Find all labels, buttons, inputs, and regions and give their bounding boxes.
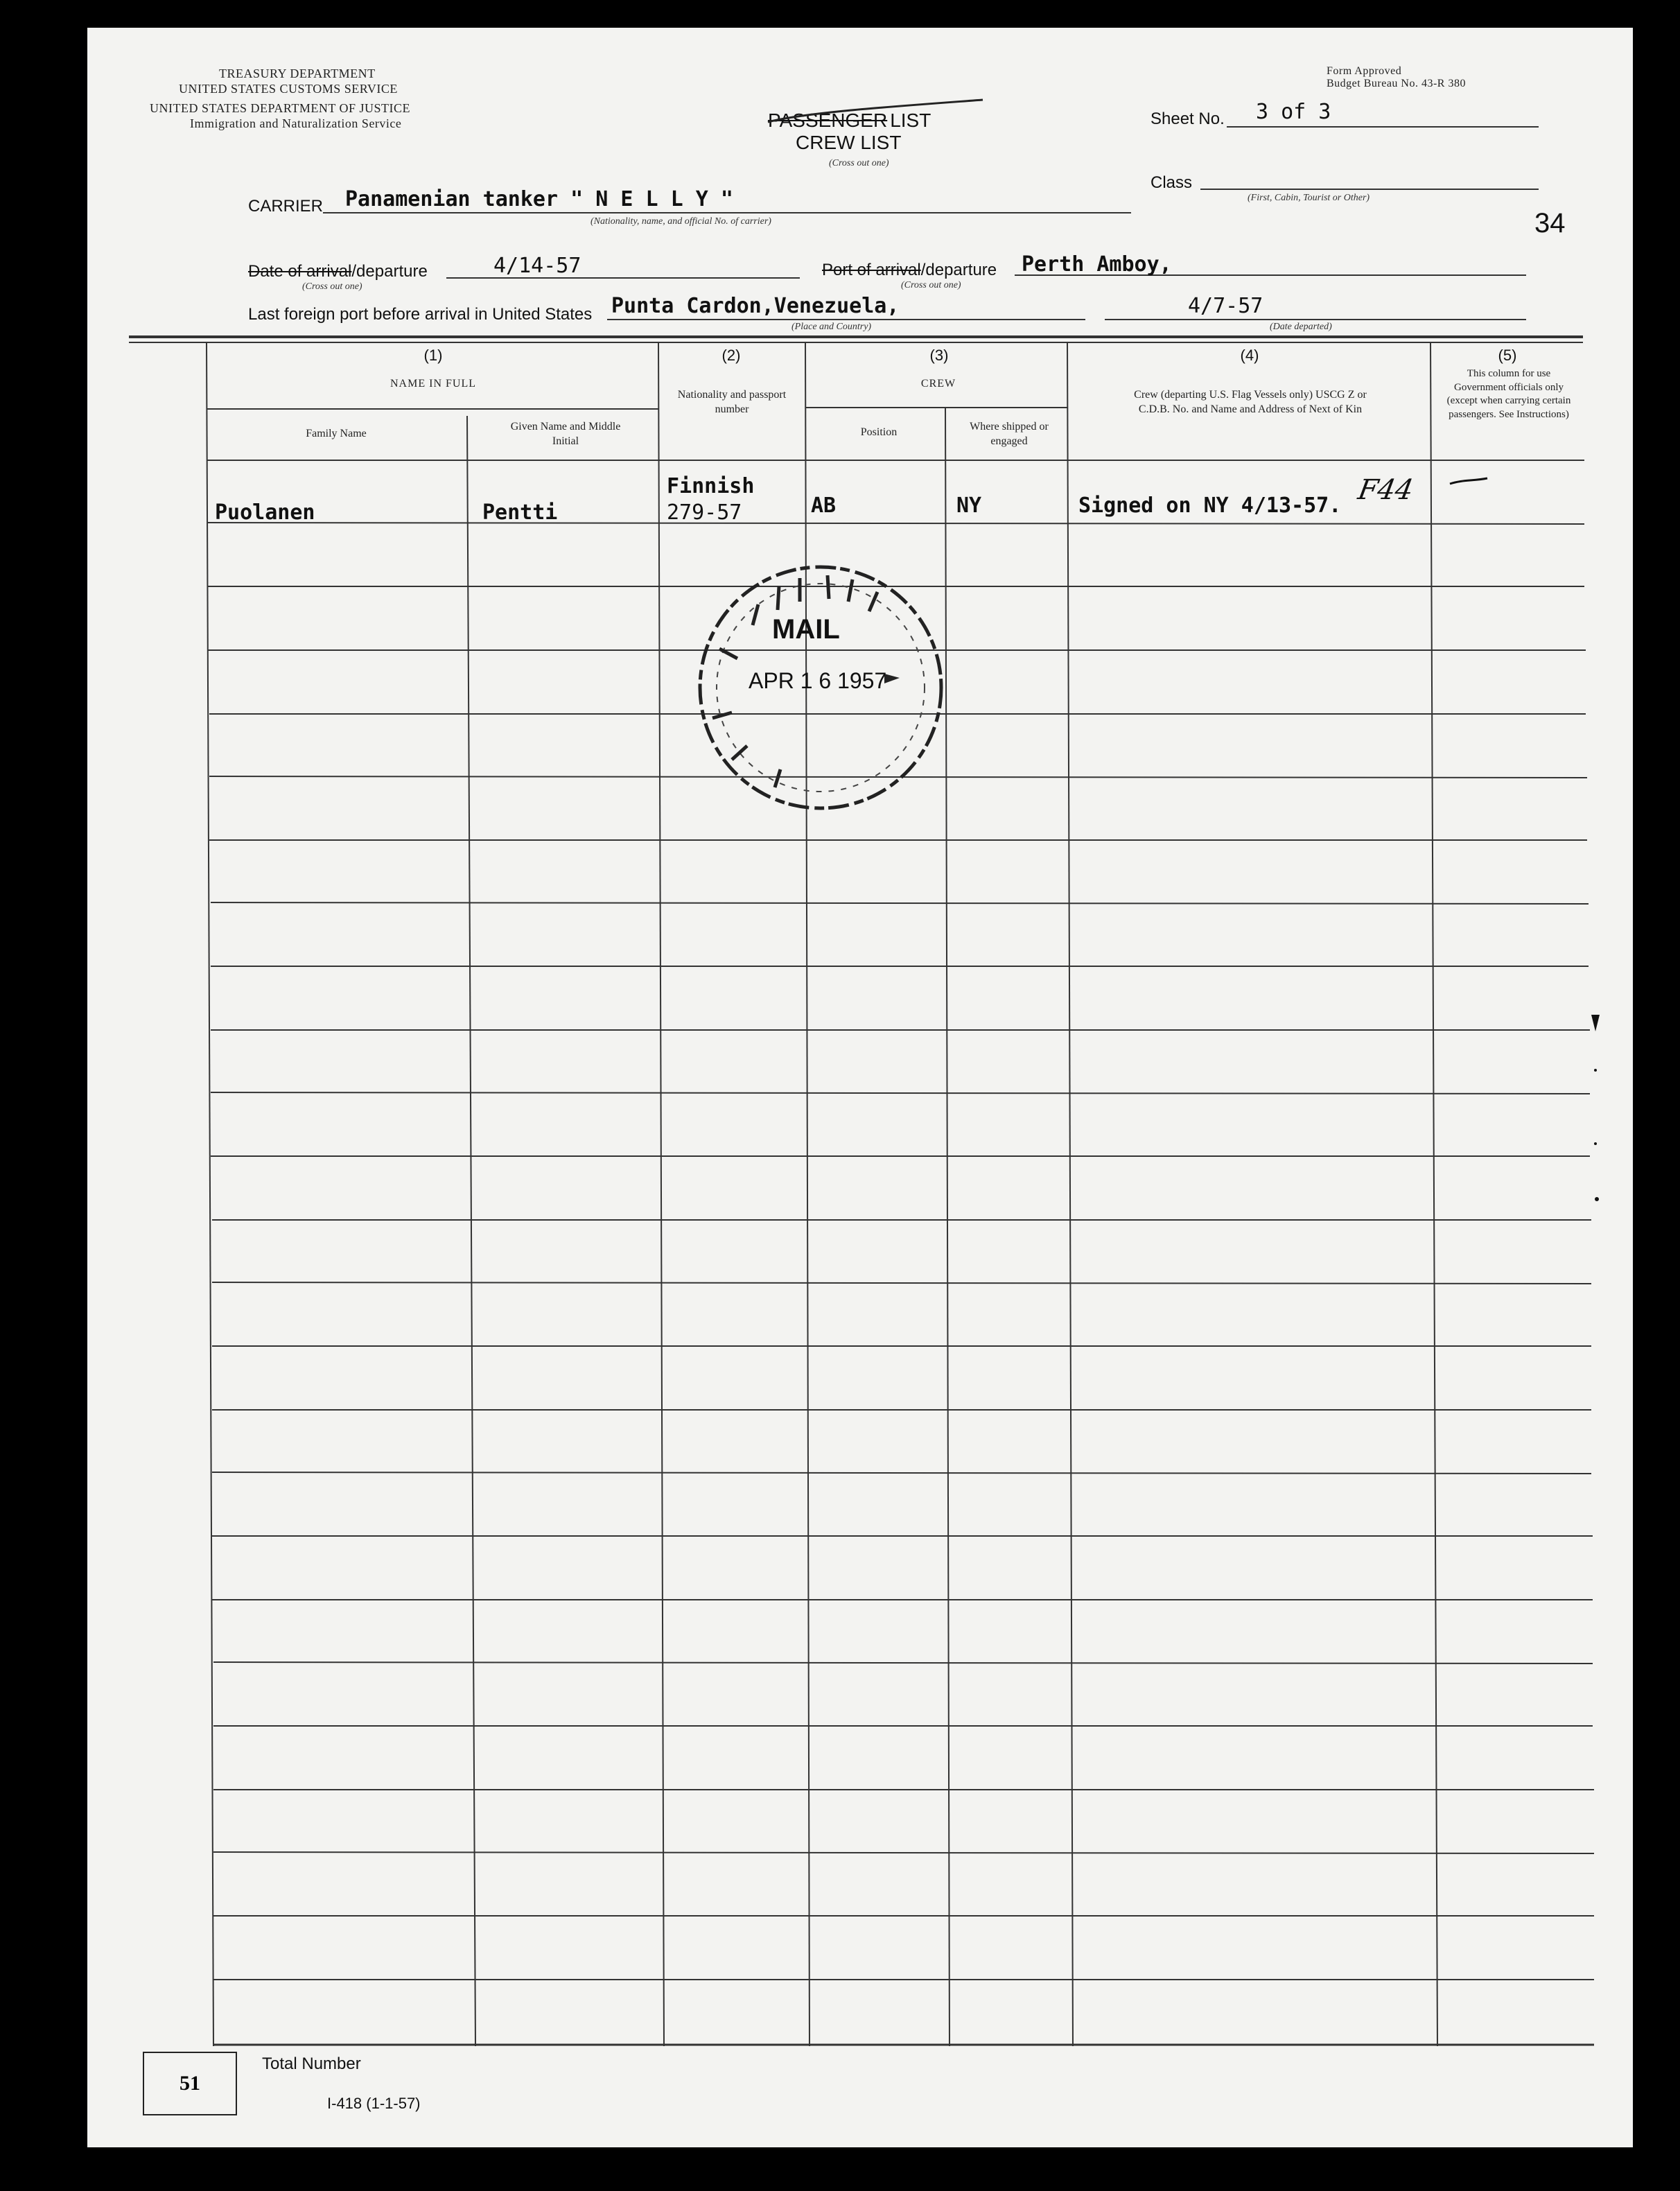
date-caption: (Cross out one) (302, 281, 362, 292)
customs-service-label: UNITED STATES CUSTOMS SERVICE (179, 82, 398, 96)
port-struck-text: Port of arrival (822, 261, 921, 279)
margin-marks (1587, 1008, 1608, 1216)
row1-family-name: Puolanen (215, 500, 315, 525)
annotation-tail-stroke (1449, 475, 1490, 489)
row1-passport: 279-57 (667, 500, 742, 525)
col1-number: (1) (423, 347, 443, 364)
date-departure-text: /departure (351, 262, 428, 281)
total-number-box: 51 (143, 2052, 237, 2115)
postmark-mail-text: MAIL (772, 614, 840, 645)
form-id-label: I-418 (1-1-57) (327, 2095, 421, 2112)
justice-dept-label: UNITED STATES DEPARTMENT OF JUSTICE (150, 101, 411, 115)
row1-shipped: NY (956, 494, 982, 518)
ins-label: Immigration and Naturalization Service (190, 116, 402, 130)
col2-number: (2) (721, 347, 741, 364)
last-port-caption: (Place and Country) (791, 322, 872, 332)
col1a-family-name: Family Name (306, 428, 367, 439)
carrier-caption: (Nationality, name, and official No. of carrier) (590, 216, 771, 227)
port-value: Perth Amboy, (1022, 252, 1172, 277)
departed-value: 4/7-57 (1188, 294, 1263, 318)
carrier-label: CARRIER (248, 197, 324, 216)
col1b-given-name: Given Name and Middle Initial (510, 421, 621, 447)
last-port-label: Last foreign port before arrival in United States (248, 305, 593, 324)
port-departure-text: /departure (920, 261, 997, 279)
col4-number: (4) (1240, 347, 1259, 364)
row1-position: AB (811, 494, 837, 518)
budget-bureau-label: Budget Bureau No. 43-R 380 (1327, 78, 1466, 89)
form-approved-label: Form Approved (1327, 65, 1402, 77)
col5-number: (5) (1498, 347, 1517, 364)
last-port-value: Punta Cardon,Venezuela, (611, 294, 900, 318)
col1-title: NAME IN FULL (390, 378, 476, 390)
row1-next-of-kin: Signed on NY 4/13-57. (1078, 494, 1342, 518)
col3-number: (3) (929, 347, 949, 364)
col3a-position: Position (860, 426, 898, 438)
col3-title: CREW (920, 378, 956, 390)
title-passenger-struck: PASSENGER (768, 110, 888, 131)
mail-postmark-stamp (692, 559, 950, 817)
class-label: Class (1150, 173, 1193, 192)
treasury-dept-label: TREASURY DEPARTMENT (219, 67, 376, 80)
carrier-value: Panamenian tanker " N E L L Y " (345, 187, 733, 211)
class-caption: (First, Cabin, Tourist or Other) (1248, 193, 1370, 203)
col5-title: This column for use Government officials only (except when carrying certain passengers. See Instructions) (1446, 368, 1571, 420)
title-list-word: LIST (890, 110, 931, 131)
total-number-label: Total Number (262, 2054, 361, 2073)
date-struck-text: Date of arrival (248, 262, 352, 281)
col4-title: Crew (departing U.S. Flag Vessels only) USCG Z or C.D.B. No. and Name and Address of Next of Kin (1134, 389, 1367, 415)
col3b-where-shipped: Where shipped or engaged (970, 421, 1049, 447)
row1-handwritten-annotation: F44 (1355, 474, 1416, 506)
port-caption: (Cross out one) (901, 280, 961, 290)
row1-nationality: Finnish (667, 474, 755, 498)
postmark-date-text: APR 1 6 1957 (749, 668, 887, 693)
row1-given-name: Pentti (482, 500, 558, 525)
title-caption: (Cross out one) (829, 158, 889, 168)
sheet-no-label: Sheet No. (1150, 110, 1225, 128)
col2-title: Nationality and passport number (677, 389, 787, 415)
title-crew-list: CREW LIST (796, 132, 902, 153)
sheet-no-value: 3 of 3 (1256, 100, 1331, 124)
date-value: 4/14-57 (493, 254, 581, 278)
page-number-handwritten: 34 (1534, 208, 1566, 238)
departed-caption: (Date departed) (1270, 322, 1332, 332)
